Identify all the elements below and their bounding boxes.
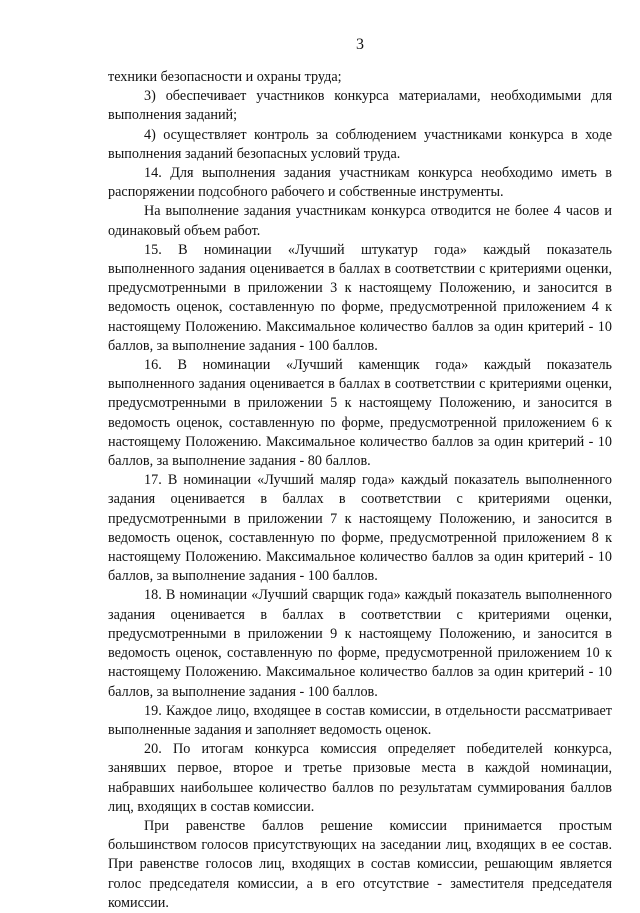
paragraph-17: 17. В номинации «Лучший маляр года» каждый показатель выполненного задания оценивается в баллах в соответствии с критериями оценки, предусмотренными в приложении 7 к настоящему Положению, и заносится в ведомость оценок, составленную по форме, предусмотренной приложением 8 к настоящему Положению. Максимальное количество баллов за один критерий - 10 баллов, за выполнение задания - 100 баллов. [108, 472, 612, 585]
paragraph-20: 20. По итогам конкурса комиссия определяет победителей конкурса, занявших первое, второе и третье призовые места в каждой номинации, набравших наибольшее количество баллов по результатам суммирования баллов лиц, входящих в состав комиссии. [108, 741, 612, 815]
paragraph-15: 15. В номинации «Лучший штукатур года» каждый показатель выполненного задания оценивается в баллах в соответствии с критериями оценки, предусмотренными в приложении 3 к настоящему Положению, и заносится в ведомость оценок, составленную по форме, предусмотренной приложением 4 к настоящему Положению. Максимальное количество баллов за один критерий - 10 баллов, за выполнение задания - 100 баллов. [108, 241, 612, 354]
paragraph-18: 18. В номинации «Лучший сварщик года» каждый показатель выполненного задания оценивается в баллах в соответствии с критериями оценки, предусмотренными в приложении 9 к настоящему Положению, и заносится в ведомость оценок, составленную по форме, предусмотренной приложением 10 к настоящему Положению. Максимальное количество баллов за один критерий - 10 баллов, за выполнение задания - 100 баллов. [108, 587, 612, 700]
page-number: 3 [356, 36, 364, 53]
paragraph-time-limit: На выполнение задания участникам конкурса отводится не более 4 часов и одинаковый объем работ. [108, 203, 612, 239]
document-body [108, 68, 612, 913]
paragraph-item-3: 3) обеспечивает участников конкурса материалами, необходимыми для выполнения заданий; [108, 88, 612, 124]
paragraph-item-4: 4) осуществляет контроль за соблюдением участниками конкурса в ходе выполнения заданий безопасных условий труда. [108, 126, 612, 162]
paragraph-19: 19. Каждое лицо, входящее в состав комиссии, в отдельности рассматривает выполненные задания и заполняет ведомость оценок. [108, 702, 612, 738]
document-page [108, 36, 612, 913]
paragraph-14: 14. Для выполнения задания участникам конкурса необходимо иметь в распоряжении подсобного рабочего и собственные инструменты. [108, 165, 612, 201]
paragraph-continuation: техники безопасности и охраны труда; [108, 69, 342, 85]
paragraph-16: 16. В номинации «Лучший каменщик года» каждый показатель выполненного задания оценивается в баллах в соответствии с критериями оценки, предусмотренными в приложении 5 к настоящему Положению, и заносится в ведомость оценок, составленную по форме, предусмотренной приложением 6 к настоящему Положению. Максимальное количество баллов за один критерий - 10 баллов, за выполнение задания - 80 баллов. [108, 357, 612, 470]
paragraph-tie-rule: При равенстве баллов решение комиссии принимается простым большинством голосов присутствующих на заседании лиц, входящих в ее состав. При равенстве голосов лиц, входящих в состав комиссии, решающим является голос председателя комиссии, а в его отсутствие - заместителя председателя комиссии. [108, 817, 612, 911]
